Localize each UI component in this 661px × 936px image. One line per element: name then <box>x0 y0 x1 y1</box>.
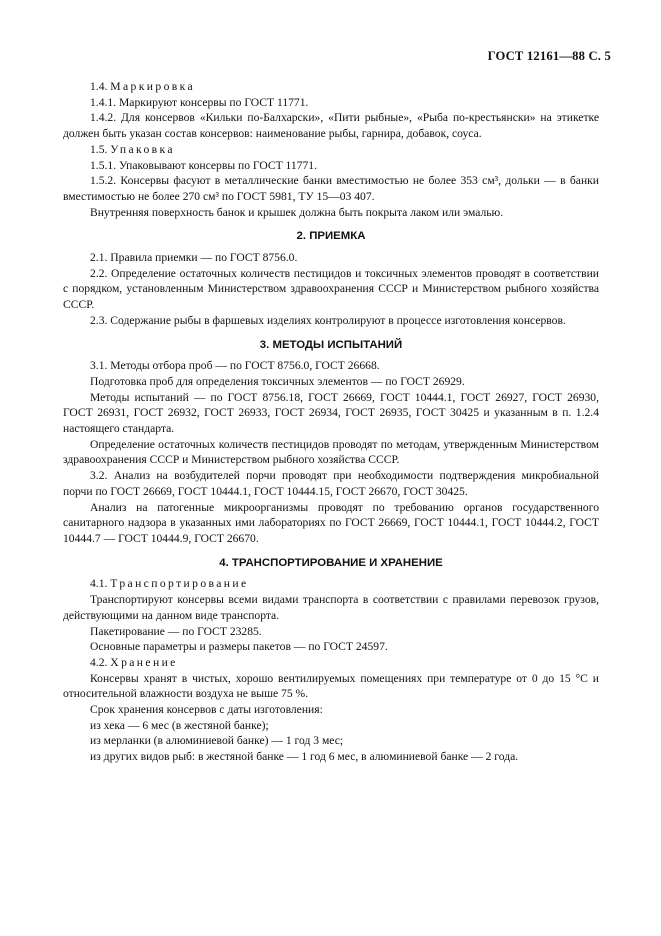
paragraph: Срок хранения консервов с даты изготовления: <box>90 703 323 717</box>
paragraph: 1.4.1. Маркируют консервы по ГОСТ 11771. <box>90 95 309 109</box>
section-1-5-title: 1.5. Упаковка <box>90 142 175 156</box>
section-4-1-title: 4.1. Транспортирование <box>90 577 249 591</box>
paragraph: Пакетирование — по ГОСТ 23285. <box>90 624 262 638</box>
paragraph: 2.2. Определение остаточных количеств пестицидов и токсичных элементов проводят в соответствии с порядком, установленным Министерством здравоохранения СССР и Министерством рыбного хозяйства СССР. <box>63 266 599 312</box>
document-body <box>63 79 599 765</box>
section-heading: 4. ТРАНСПОРТИРОВАНИЕ И ХРАНЕНИЕ <box>219 556 443 569</box>
paragraph: 1.5.2. Консервы фасуют в металлические банки вместимостью не более 353 см³, дольки — в банки вместимостью не более 270 см³ по ГОСТ 5981, ТУ 15—03 407. <box>63 174 599 203</box>
paragraph: Методы испытаний — по ГОСТ 8756.18, ГОСТ 26669, ГОСТ 10444.1, ГОСТ 26927, ГОСТ 26930, ГОСТ 26931, ГОСТ 26932, ГОСТ 26933, ГОСТ 26934, ГОСТ 26935, ГОСТ 30425 и указанным в п. 1.2.4 настоящего стандарта. <box>63 390 599 436</box>
paragraph: из хека — 6 мес (в жестяной банке); <box>90 718 269 732</box>
paragraph: Подготовка проб для определения токсичных элементов — по ГОСТ 26929. <box>90 374 465 388</box>
section-heading: 2. ПРИЕМКА <box>296 230 366 243</box>
paragraph: 1.4.2. Для консервов «Кильки по-Балхарски», «Пити рыбные», «Рыба по-крестьянски» на этикетке должен быть указан состав консервов: наименование рыбы, гарнира, добавок, соуса. <box>63 111 599 141</box>
paragraph: 3.2. Анализ на возбудителей порчи проводят при необходимости подтверждения микробиальной порчи по ГОСТ 26669, ГОСТ 10444.1, ГОСТ 10444.15, ГОСТ 26670, ГОСТ 30425. <box>63 469 599 498</box>
paragraph: из мерланки (в алюминиевой банке) — 1 год 3 мес; <box>90 734 344 748</box>
section-heading: 3. МЕТОДЫ ИСПЫТАНИЙ <box>259 338 403 351</box>
paragraph: 2.3. Содержание рыбы в фаршевых изделиях контролируют в процессе изготовления консервов. <box>90 313 566 327</box>
paragraph: Основные параметры и размеры пакетов — по ГОСТ 24597. <box>90 640 388 654</box>
paragraph: из других видов рыб: в жестяной банке — 1 год 6 мес, в алюминиевой банке — 2 года. <box>90 750 519 764</box>
section-4-2-title: 4.2. Хранение <box>90 655 178 669</box>
paragraph: 1.5.1. Упаковывают консервы по ГОСТ 11771. <box>90 158 317 172</box>
section-1-4-title: 1.4. Маркировка <box>90 80 196 93</box>
paragraph: Анализ на патогенные микроорганизмы проводят по требованию органов государственного санитарного надзора в указанных ими лабораториях по ГОСТ 26669, ГОСТ 10444.1, ГОСТ 10444.2, ГОСТ 10444.7 — ГОСТ 10444.9, ГОСТ 26670. <box>63 500 599 545</box>
paragraph: 3.1. Методы отбора проб — по ГОСТ 8756.0, ГОСТ 26668. <box>90 359 380 373</box>
paragraph: Транспортируют консервы всеми видами транспорта в соответствии с правилами перевозок грузов, действующими на данном виде транспорта. <box>63 593 599 622</box>
paragraph: 2.1. Правила приемки — по ГОСТ 8756.0. <box>90 251 298 265</box>
paragraph: Консервы хранят в чистых, хорошо вентилируемых помещениях при температуре от 0 до 15 °С и относительной влажности воздуха не выше 75 %. <box>63 671 599 701</box>
page-header: ГОСТ 12161—88 С. 5 <box>487 49 611 63</box>
paragraph: Внутренняя поверхность банок и крышек должна быть покрыта лаком или эмалью. <box>90 205 504 219</box>
paragraph: Определение остаточных количеств пестицидов проводят по методам, утвержденным Министерством здравоохранения СССР и Министерством рыбного хозяйства СССР. <box>63 437 599 467</box>
